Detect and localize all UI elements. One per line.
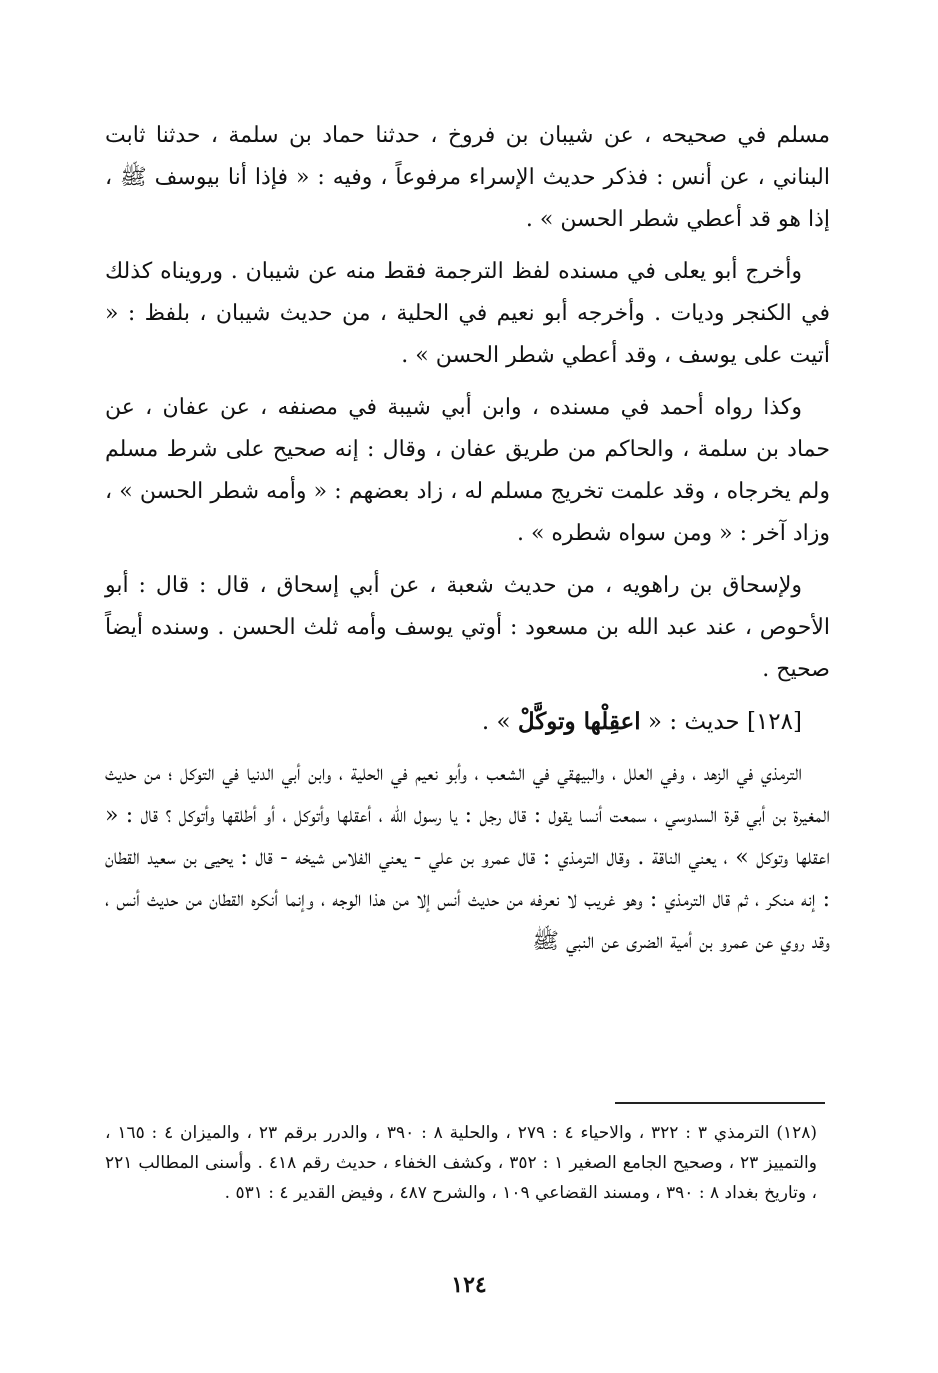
- paragraph-tirmidhi-zuhd: الترمذي في الزهد ، وفي العلل ، والبيهقي في الشعب ، وأبو نعيم في الحلية ، وابن أبي الدنيا في التوكل ؛ من حديث المغيرة بن أبي قرة السدوسي ، سمعت أنسا يقول : قال رجل : يا رسول الله ، أعقلها وأتوكل ، أو أطلقها وأتوكل ؟ قال : « اعقلها وتوكل » ، يعني الناقة . وقال الترمذي : قال عمرو بن علي - يعني الفلاس شيخه - قال : يحيى بن سعيد القطان : إنه منكر ، ثم قال الترمذي : وهو غريب لا نعرفه من حديث أنس إلا من هذا الوجه ، وإنما أنكره القطان من حديث أنس ، وقد روي عن عمرو بن أمية الضرى عن النبي ﷺ: [105, 761, 830, 954]
- paragraph-abu-yala: وأخرج أبو يعلى في مسنده لفظ الترجمة فقط منه عن شيبان . ورويناه كذلك في الكنجر وديات . وأخرجه أبو نعيم في الحلية ، من حديث شيبان ، بلفظ : « أتيت على يوسف ، وقد أعطي شطر الحسن » .: [105, 259, 830, 368]
- hadith-label: حديث :: [669, 709, 740, 735]
- hadith-close-quote: » .: [481, 709, 511, 735]
- hadith-text: اعقِلْها وتوكَّلْ: [517, 708, 641, 735]
- hadith-number: [١٢٨]: [746, 709, 802, 735]
- hadith-heading: [105, 701, 830, 743]
- hadith-open-quote: «: [647, 709, 662, 735]
- footnote-divider: [615, 1102, 825, 1104]
- footnote-128: (١٢٨) الترمذي ٣ : ٣٢٢ ، والاحياء ٤ : ٢٧٩ ، والحلية ٨ : ٣٩٠ ، والدرر برقم ٢٣ ، والميزان ٤ : ١٦٥ ، والتمييز ٢٣ ، وصحيح الجامع الصغير ١ : ٣٥٢ ، وكشف الخفاء ، حديث رقم ٤١٨ . وأسنى المطالب ٢٢١ ، وتاريخ بغداد ٨ : ٣٩٠ ، ومسند القضاعي ١٠٩ ، والشرح ٤٨٧ ، وفيض القدير ٤ : ٥٣١ .: [105, 1123, 818, 1203]
- paragraph-ahmad-musnad: وكذا رواه أحمد في مسنده ، وابن أبي شيبة في مصنفه ، عن عفان ، عن حماد بن سلمة ، والحاكم من طريق عفان ، وقال : إنه صحيح على شرط مسلم ولم يخرجاه ، وقد علمت تخريج مسلم له ، زاد بعضهم : « وأمه شطر الحسن » ، وزاد آخر : « ومن سواه شطره » .: [105, 395, 830, 546]
- page-body: [105, 115, 830, 973]
- paragraph-ishaq-rahawayh: ولإسحاق بن راهويه ، من حديث شعبة ، عن أبي إسحاق ، قال : قال : أبو الأحوص ، عند عبد الله بن مسعود : أوتي يوسف وأمه ثلث الحسن . وسنده أيضاً صحيح .: [105, 573, 831, 682]
- paragraph-muslim-sahih: مسلم في صحيحه ، عن شيبان بن فروخ ، حدثنا حماد بن سلمة ، حدثنا ثابت البناني ، عن أنس : فذكر حديث الإسراء مرفوعاً ، وفيه : « فإذا أنا بيوسف ﷺ ، إذا هو قد أعطي شطر الحسن » .: [105, 123, 830, 232]
- page-number: ١٢٤: [451, 1272, 487, 1298]
